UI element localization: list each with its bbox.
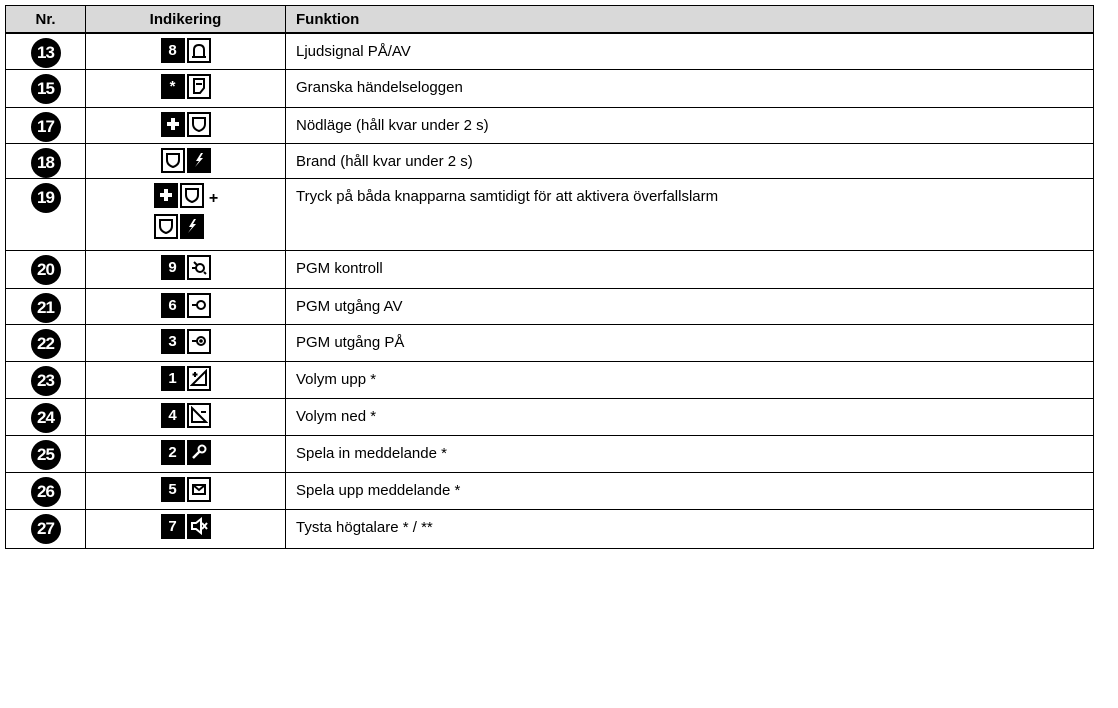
key-indication	[153, 214, 205, 239]
log-icon	[187, 74, 211, 99]
table-row	[6, 472, 1094, 509]
pgm-on-icon	[187, 329, 211, 354]
function-text: Tysta högtalare * / **	[286, 509, 1094, 548]
row-number: 17	[31, 112, 61, 142]
row-number: 21	[31, 293, 61, 323]
digit-key: 9	[161, 255, 185, 280]
row-number: 27	[31, 514, 61, 544]
key-indication	[160, 514, 212, 539]
function-text: PGM kontroll	[286, 250, 1094, 288]
row-number: 26	[31, 477, 61, 507]
function-text: Spela in meddelande *	[286, 435, 1094, 472]
function-text: Spela upp meddelande *	[286, 472, 1094, 509]
table-row	[6, 69, 1094, 107]
header-nr: Nr.	[6, 6, 86, 34]
key-indication	[160, 477, 212, 502]
digit-key: 5	[161, 477, 185, 502]
table-row	[6, 107, 1094, 143]
table-row	[6, 435, 1094, 472]
digit-key: 4	[161, 403, 185, 428]
asterisk-key: *	[161, 74, 185, 99]
message-icon	[187, 477, 211, 502]
row-number: 25	[31, 440, 61, 470]
row-number: 20	[31, 255, 61, 285]
key-indication	[160, 38, 212, 63]
digit-key: 1	[161, 366, 185, 391]
key-indication	[160, 440, 212, 465]
function-text: Granska händelseloggen	[286, 69, 1094, 107]
row-number: 18	[31, 148, 61, 178]
key-indication	[160, 148, 212, 173]
bell-icon	[187, 38, 211, 63]
digit-key: 6	[161, 293, 185, 318]
table-row	[6, 361, 1094, 398]
digit-key: 2	[161, 440, 185, 465]
fire-icon	[180, 214, 204, 239]
row-number: 22	[31, 329, 61, 359]
header-funktion: Funktion	[286, 6, 1094, 34]
shield-icon	[187, 112, 211, 137]
row-number: 19	[31, 183, 61, 213]
digit-key: 3	[161, 329, 185, 354]
row-number: 24	[31, 403, 61, 433]
pgm-control-icon	[187, 255, 211, 280]
header-row	[6, 6, 1094, 34]
key-indication	[160, 366, 212, 391]
plus-icon	[161, 112, 185, 137]
table-row	[6, 250, 1094, 288]
key-indication	[160, 329, 212, 354]
plus-icon	[154, 183, 178, 208]
key-indication	[160, 74, 212, 99]
pgm-off-icon	[187, 293, 211, 318]
microphone-icon	[187, 440, 211, 465]
row-number: 13	[31, 38, 61, 68]
table-row	[6, 143, 1094, 178]
row-number: 15	[31, 74, 61, 104]
function-table	[5, 5, 1094, 549]
row-number: 23	[31, 366, 61, 396]
key-indication	[160, 255, 212, 280]
digit-key: 8	[161, 38, 185, 63]
function-text: Ljudsignal PÅ/AV	[286, 33, 1094, 69]
volume-up-icon	[187, 366, 211, 391]
key-indication	[160, 293, 212, 318]
shield-icon	[161, 148, 185, 173]
volume-down-icon	[187, 403, 211, 428]
function-text: Volym upp *	[286, 361, 1094, 398]
function-text: Nödläge (håll kvar under 2 s)	[286, 107, 1094, 143]
digit-key: 7	[161, 514, 185, 539]
table-row	[6, 33, 1094, 69]
table-row	[6, 509, 1094, 548]
function-text: Tryck på båda knapparna samtidigt för att aktivera överfallslarm	[286, 178, 1094, 250]
shield-icon	[180, 183, 204, 208]
table-row	[6, 288, 1094, 324]
function-text: PGM utgång PÅ	[286, 324, 1094, 361]
combine-plus: +	[208, 189, 219, 207]
table-row	[6, 178, 1094, 250]
fire-icon	[187, 148, 211, 173]
table-row	[6, 398, 1094, 435]
table-row	[6, 324, 1094, 361]
header-indikering: Indikering	[86, 6, 286, 34]
key-indication	[160, 112, 212, 137]
function-text: Brand (håll kvar under 2 s)	[286, 143, 1094, 178]
function-text: PGM utgång AV	[286, 288, 1094, 324]
speaker-mute-icon	[187, 514, 211, 539]
key-indication	[160, 403, 212, 428]
function-text: Volym ned *	[286, 398, 1094, 435]
shield-icon	[154, 214, 178, 239]
key-indication	[153, 183, 218, 208]
